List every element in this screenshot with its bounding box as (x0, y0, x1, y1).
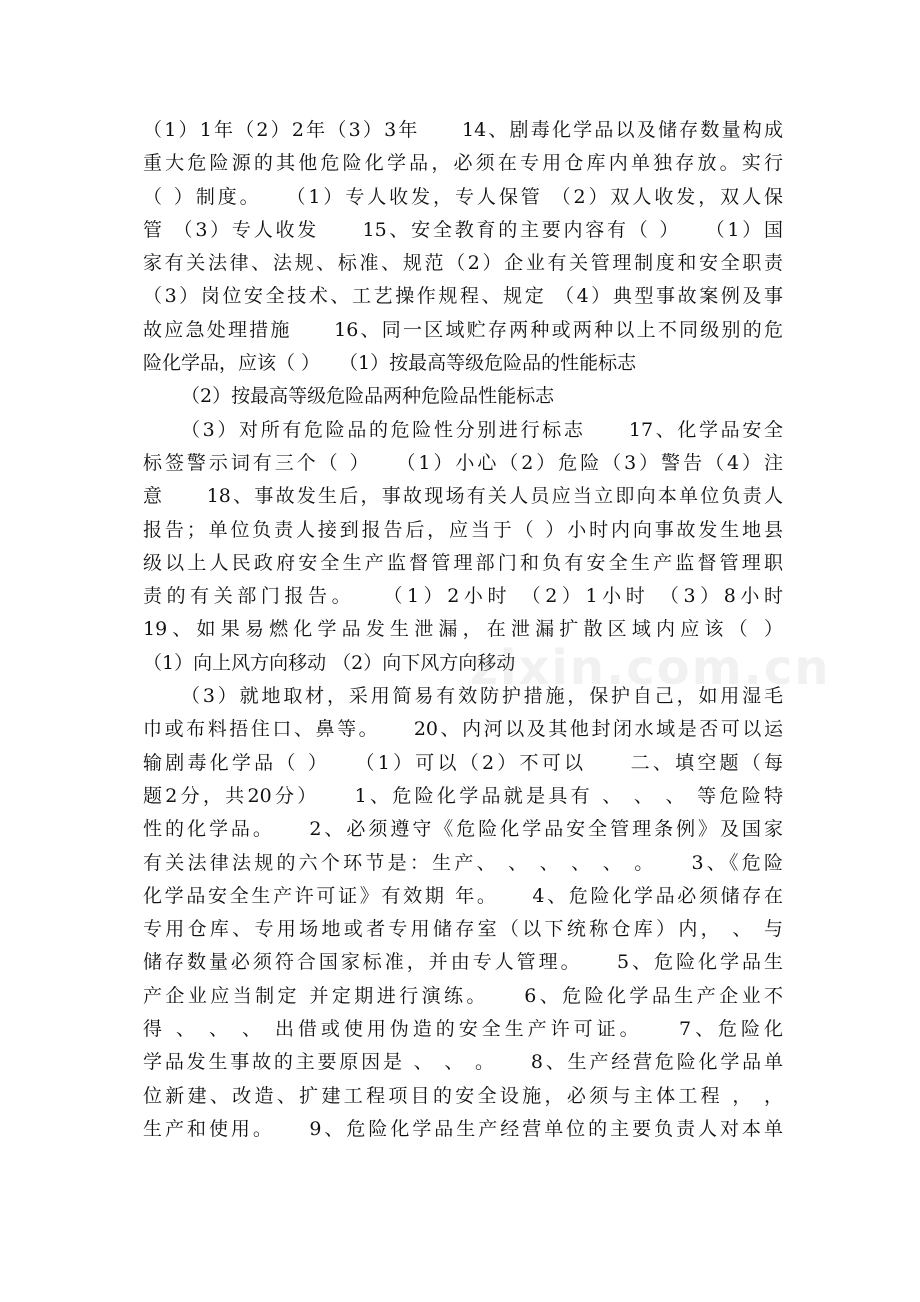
text-line-17: （1）向上风方向移动 （2）向下风方向移动 (143, 651, 516, 674)
text-line-9: （2）按最高等级危险品两种危险品性能标志 (181, 385, 555, 408)
text-line-13: 报告；单位负责人接到报告后，应当于（ ）小时内向事故发生地县 (143, 518, 783, 541)
text-line-2: 重大危险源的其他危险化学品，必须在专用仓库内单独存放。实行 (143, 152, 783, 175)
text-line-1: （1）1年（2）2年（3）3年 14、剧毒化学品以及储存数量构成 (143, 119, 783, 141)
text-line-8: 险化学品，应该（ ） （1）按最高等级危险品的性能标志 (143, 352, 637, 375)
text-line-31: 生产和使用。 9、危险化学品生产经营单位的主要负责人对本单 (143, 1117, 783, 1140)
text-line-28: 得 、 、 、 出借或使用伪造的安全生产许可证。 7、危险化 (143, 1018, 783, 1041)
text-line-29: 学品发生事故的主要原因是 、 、 。 8、生产经营危险化学品单 (143, 1051, 783, 1074)
document-body (143, 114, 783, 1146)
watermark-logo: zixin.com.cn (470, 640, 831, 696)
text-line-15: 责的有关部门报告。 （1）2小时 （2）1小时 （3）8小时 (143, 585, 783, 608)
text-line-6: （3）岗位安全技术、工艺操作规程、规定 （4）典型事故案例及事 (143, 285, 783, 308)
text-line-20: 输剧毒化学品（ ） （1）可以（2）不可以 二、填空题（每 (143, 751, 783, 774)
text-line-30: 位新建、改造、扩建工程项目的安全设施，必须与主体工程 ， ， (143, 1084, 783, 1107)
text-line-23: 有关法律法规的六个环节是：生产、 、 、 、 、 。 3、《危险 (143, 851, 783, 874)
text-line-19: 巾或布料捂住口、鼻等。 20、内河以及其他封闭水域是否可以运 (143, 718, 783, 741)
text-line-12: 意 18、事故发生后，事故现场有关人员应当立即向本单位负责人 (143, 485, 783, 508)
text-line-10: （3）对所有危险品的危险性分别进行标志 17、化学品安全 (181, 418, 783, 441)
text-line-26: 储存数量必须符合国家标准，并由专人管理。 5、危险化学品生 (143, 951, 783, 974)
text-line-4: 管 （3）专人收发 15、安全教育的主要内容有（ ） （1）国 (143, 218, 783, 241)
text-line-7: 故应急处理措施 16、同一区域贮存两种或两种以上不同级别的危 (143, 318, 783, 341)
text-line-21: 题2分，共20分） 1、危险化学品就是具有 、 、 、 等危险特 (143, 784, 783, 807)
text-line-22: 性的化学品。 2、必须遵守《危险化学品安全管理条例》及国家 (143, 818, 783, 841)
text-line-25: 专用仓库、专用场地或者专用储存室（以下统称仓库）内， 、 与 (143, 918, 783, 941)
text-line-24: 化学品安全生产许可证》有效期 年。 4、危险化学品必须储存在 (143, 884, 783, 907)
text-line-27: 产企业应当制定 并定期进行演练。 6、危险化学品生产企业不 (143, 984, 783, 1007)
text-line-16: 19、如果易燃化学品发生泄漏，在泄漏扩散区域内应该（ ） (143, 618, 783, 641)
text-line-18: （3）就地取材，采用简易有效防护措施，保护自己，如用湿毛 (181, 685, 783, 708)
text-line-14: 级以上人民政府安全生产监督管理部门和负有安全生产监督管理职 (143, 551, 783, 574)
text-line-5: 家有关法律、法规、标准、规范（2）企业有关管理制度和安全职责 (143, 252, 783, 275)
text-line-11: 标签警示词有三个（ ） （1）小心（2）危险（3）警告（4）注 (143, 451, 783, 474)
text-line-3: （ ）制度。 （1）专人收发，专人保管 （2）双人收发，双人保 (143, 185, 783, 208)
